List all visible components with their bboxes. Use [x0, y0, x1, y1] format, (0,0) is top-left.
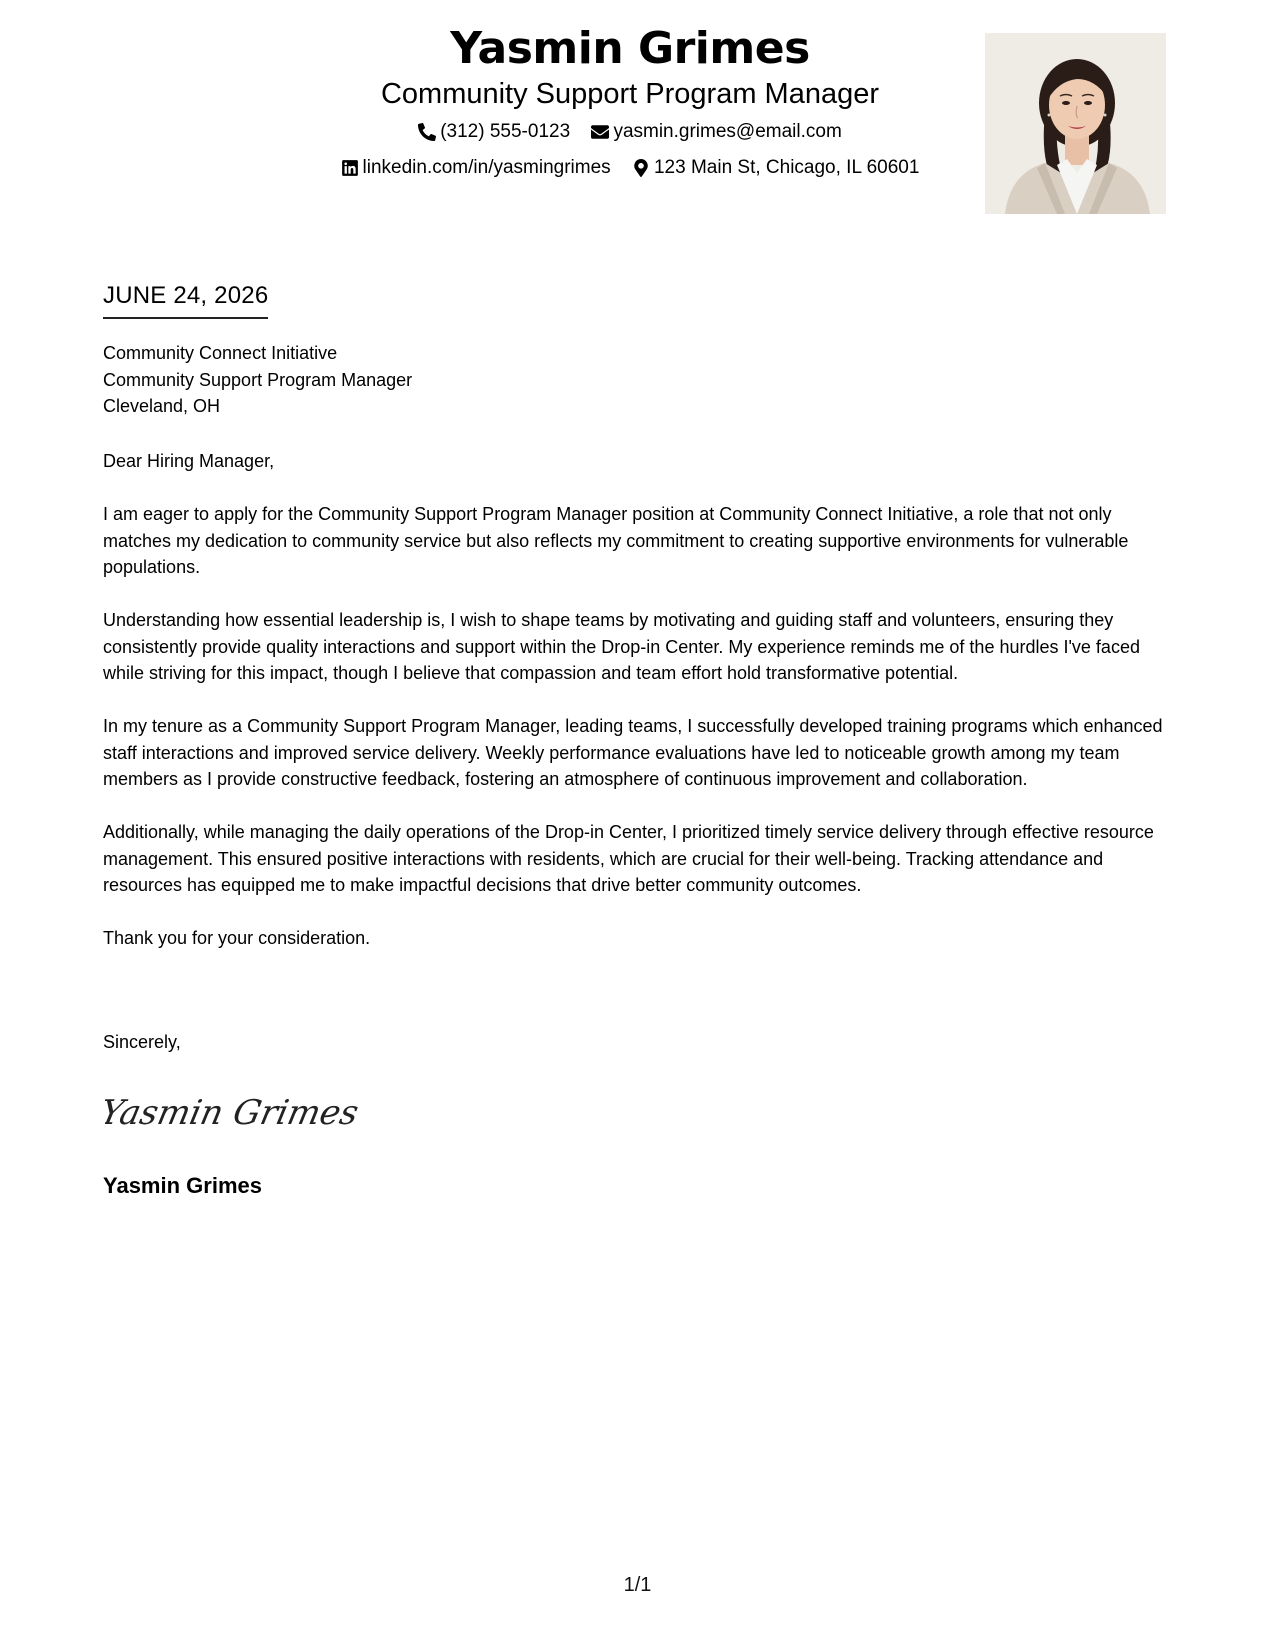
recipient-location: Cleveland, OH — [103, 396, 221, 416]
phone-icon — [418, 123, 436, 141]
contact-address — [632, 156, 919, 180]
body-paragraph-4: Additionally, while managing the daily operations of the Drop-in Center, I prioritized timely service delivery through effective resource management. This ensured positive interactions with residents, which are crucial for their well-being. Tracking attendance and resources has equipped me to make impactful decisions that drive better community outcomes. — [103, 822, 1154, 895]
signer-name: Yasmin Grimes — [103, 1173, 262, 1198]
linkedin-url: linkedin.com/in/yasmingrimes — [362, 157, 611, 178]
applicant-title: Community Support Program Manager — [380, 78, 880, 110]
closing-line: Sincerely, — [103, 1032, 181, 1052]
profile-photo — [985, 33, 1166, 214]
body-paragraph-3: In my tenure as a Community Support Program Manager, leading teams, I successfully developed training programs which enhanced staff interactions and improved service delivery. Weekly performance evaluations have led to noticeable growth among my team members as I provide constructive feedback, fostering an atmosphere of continuous improvement and collaboration. — [103, 716, 1163, 789]
recipient-organization: Community Connect Initiative — [103, 343, 338, 363]
contact-line-primary — [300, 120, 960, 148]
salutation: Dear Hiring Manager, — [103, 451, 275, 471]
applicant-name: Yasmin Grimes — [450, 23, 810, 74]
contact-linkedin[interactable] — [341, 156, 611, 180]
recipient-block — [103, 340, 412, 420]
contact-phone — [418, 120, 570, 144]
letter-date: JUNE 24, 2026 — [103, 281, 268, 319]
linkedin-icon — [341, 159, 359, 177]
phone-number: (312) 555-0123 — [440, 121, 571, 142]
handwritten-signature — [105, 1082, 365, 1142]
map-pin-icon — [632, 159, 650, 177]
contact-line-secondary — [300, 156, 960, 184]
body-paragraph-2: Understanding how essential leadership is, I wish to shape teams by motivating and guiding staff and volunteers, ensuring they consistently provide quality interactions and support within the Drop-in Center. My experience reminds me of the hurdles I've faced while striving for this impact, though I believe that compassion and team effort hold transformative potential. — [103, 610, 1140, 683]
email-address: yasmin.grimes@email.com — [613, 121, 842, 142]
signature-text: Yasmin Grimes — [105, 1093, 362, 1133]
letter-body — [103, 448, 1173, 978]
recipient-position: Community Support Program Manager — [103, 369, 413, 390]
page-number: 1/1 — [623, 1574, 652, 1596]
letter-header — [300, 22, 960, 184]
contact-email[interactable] — [591, 120, 841, 144]
envelope-icon — [591, 123, 609, 141]
thank-you-line: Thank you for your consideration. — [103, 928, 371, 948]
body-paragraph-1: I am eager to apply for the Community Support Program Manager position at Community Connect Initiative, a role that not only matches my dedication to community service but also reflects my commitment to creating supportive environments for vulnerable populations. — [103, 504, 1129, 577]
street-address: 123 Main St, Chicago, IL 60601 — [653, 157, 920, 178]
